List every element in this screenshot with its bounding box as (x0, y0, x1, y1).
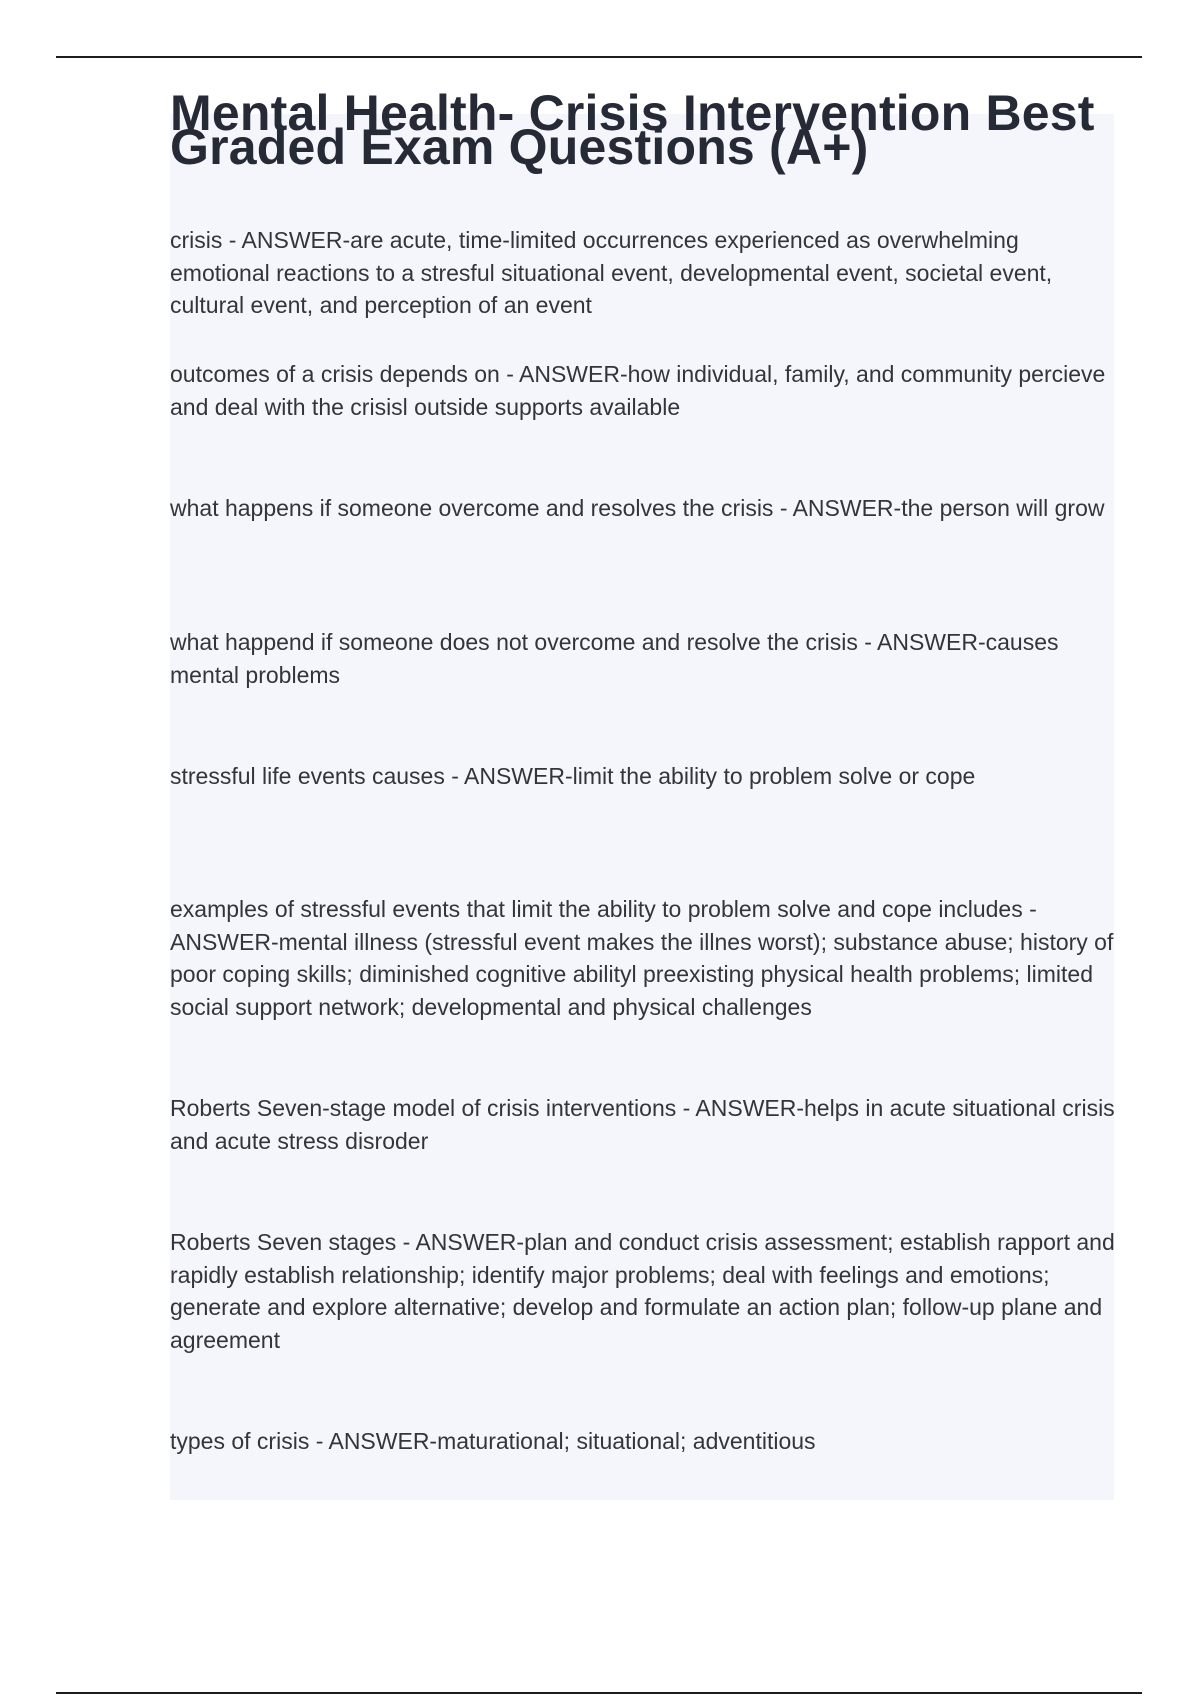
qa-entry-roberts-stages: Roberts Seven stages - ANSWER-plan and conduct crisis assessment; establish rapport and rapidly establish relationship; identify major problems; deal with feelings and emotions; generate and explore alternative; develop and formulate an action plan; follow-up plane and agreement (170, 1229, 1115, 1353)
qa-entry-types-of-crisis: types of crisis - ANSWER-maturational; situational; adventitious (170, 1428, 816, 1454)
top-rule (56, 56, 1142, 58)
document-title: Mental Health- Crisis Intervention Best Graded Exam Questions (A+) (170, 85, 1095, 175)
qa-entry-crisis: crisis - ANSWER-are acute, time-limited occurrences experienced as overwhelming emotional reactions to a stresful situational event, developmental event, societal event, cultural event, and perception of an event (170, 227, 1053, 318)
qa-entry-examples-stressful-events: examples of stressful events that limit the ability to problem solve and cope includes - ANSWER-mental illness (stressful event makes the illnes worst); substance abuse; history of poor coping skills; diminished cognitive abilityl preexisting physical health problems; limited social support network; developmental and physical challenges (170, 896, 1114, 1020)
qa-entry-resolves: what happens if someone overcome and resolves the crisis - ANSWER-the person will grow (170, 495, 1105, 521)
qa-entry-stressful-life-events: stressful life events causes - ANSWER-limit the ability to problem solve or cope (170, 763, 976, 789)
qa-entry-outcomes: outcomes of a crisis depends on - ANSWER-how individual, family, and community percieve and deal with the crisisl outside supports available (170, 361, 1106, 420)
qa-entry-not-resolve: what happend if someone does not overcome and resolve the crisis - ANSWER-causes mental problems (170, 629, 1059, 688)
qa-entry-roberts-model: Roberts Seven-stage model of crisis interventions - ANSWER-helps in acute situational crisis and acute stress disroder (170, 1095, 1115, 1154)
bottom-rule (56, 1692, 1142, 1694)
